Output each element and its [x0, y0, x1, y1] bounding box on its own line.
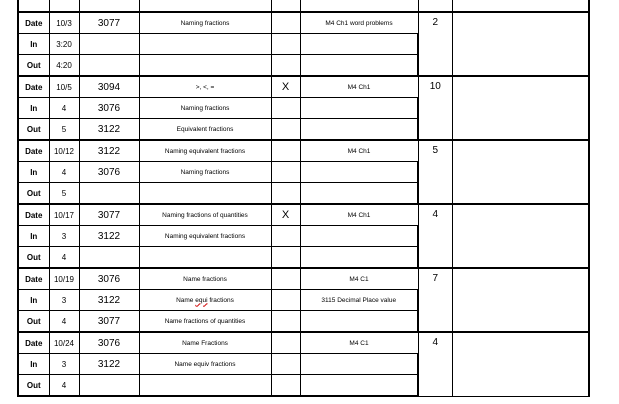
- mark-cell: [271, 332, 300, 354]
- lesson-number: 3122: [79, 290, 139, 311]
- lesson-topic: Naming fractions: [139, 98, 271, 119]
- workbook-cell: 3115 Decimal Place value: [300, 290, 418, 311]
- lesson-number: 3122: [79, 354, 139, 375]
- header-cell: [139, 0, 271, 12]
- workbook-cell: [300, 34, 418, 55]
- lesson-topic: [139, 183, 271, 205]
- date-time-value: 3: [49, 226, 79, 247]
- pages-count: 2: [418, 12, 452, 76]
- misspelled-word: equi: [195, 296, 208, 304]
- pages-count: 10: [418, 76, 452, 140]
- workbook-cell: M4 Ch1: [300, 204, 418, 226]
- comments-cell: [452, 12, 589, 76]
- date-time-value: 5: [49, 183, 79, 205]
- mark-cell: [271, 247, 300, 269]
- comments-cell: [452, 268, 589, 332]
- row-label: Out: [18, 183, 49, 205]
- row-label: Date: [18, 12, 49, 34]
- row-label: Out: [18, 247, 49, 269]
- lesson-topic: Naming equivalent fractions: [139, 226, 271, 247]
- mark-cell: [271, 290, 300, 311]
- lesson-number: 3077: [79, 311, 139, 333]
- row-label: In: [18, 354, 49, 375]
- mark-cell: [271, 226, 300, 247]
- date-time-value: 10/5: [49, 76, 79, 98]
- tutoring-log-sheet: [17, 0, 588, 397]
- date-time-value: 10/12: [49, 140, 79, 162]
- lesson-topic: Name Fractions: [139, 332, 271, 354]
- row-label: Date: [18, 140, 49, 162]
- mark-cell: [271, 140, 300, 162]
- date-time-value: 4:20: [49, 55, 79, 77]
- mark-cell: [271, 354, 300, 375]
- workbook-cell: M4 Ch1 word problems: [300, 12, 418, 34]
- mark-cell: [271, 12, 300, 34]
- row-label: In: [18, 98, 49, 119]
- workbook-cell: M4 C1: [300, 332, 418, 354]
- header-cell: [49, 0, 79, 12]
- workbook-cell: [300, 55, 418, 77]
- lesson-topic: Name equi fractions: [139, 290, 271, 311]
- pages-count: 4: [418, 204, 452, 268]
- date-time-value: 10/17: [49, 204, 79, 226]
- comments-cell: [452, 332, 589, 396]
- session-row-date: [18, 204, 589, 226]
- mark-cell: [271, 375, 300, 397]
- row-label: Date: [18, 76, 49, 98]
- lesson-number: 3076: [79, 332, 139, 354]
- tutoring-log-table: [17, 0, 590, 397]
- session-row-date: [18, 332, 589, 354]
- lesson-topic: Naming fractions: [139, 12, 271, 34]
- lesson-topic: Naming equivalent fractions: [139, 140, 271, 162]
- comments-cell: [452, 204, 589, 268]
- lesson-number: [79, 34, 139, 55]
- row-label: Out: [18, 55, 49, 77]
- workbook-cell: [300, 247, 418, 269]
- lesson-number: [79, 55, 139, 77]
- date-time-value: 4: [49, 375, 79, 397]
- lesson-number: [79, 183, 139, 205]
- workbook-cell: [300, 226, 418, 247]
- header-cell: [452, 0, 589, 12]
- header-cell: [418, 0, 452, 12]
- lesson-topic: Naming fractions of quantities: [139, 204, 271, 226]
- header-cell: [18, 0, 49, 12]
- row-label: Out: [18, 311, 49, 333]
- workbook-cell: [300, 183, 418, 205]
- row-label: In: [18, 34, 49, 55]
- lesson-number: 3076: [79, 268, 139, 290]
- pages-count: 4: [418, 332, 452, 396]
- date-time-value: 10/24: [49, 332, 79, 354]
- workbook-cell: [300, 354, 418, 375]
- header-row: [18, 0, 589, 12]
- workbook-cell: [300, 119, 418, 141]
- date-time-value: 3: [49, 290, 79, 311]
- lesson-topic: >, <, =: [139, 76, 271, 98]
- row-label: In: [18, 162, 49, 183]
- comments-cell: [452, 140, 589, 204]
- mark-cell: [271, 34, 300, 55]
- lesson-topic: Equivalent fractions: [139, 119, 271, 141]
- mark-cell: [271, 268, 300, 290]
- date-time-value: 3: [49, 354, 79, 375]
- date-time-value: 4: [49, 247, 79, 269]
- lesson-number: 3122: [79, 119, 139, 141]
- pages-count: 5: [418, 140, 452, 204]
- workbook-cell: [300, 162, 418, 183]
- workbook-cell: M4 C1: [300, 268, 418, 290]
- lesson-number: 3076: [79, 98, 139, 119]
- date-time-value: 4: [49, 311, 79, 333]
- workbook-cell: M4 Ch1: [300, 76, 418, 98]
- row-label: Out: [18, 375, 49, 397]
- lesson-topic: [139, 247, 271, 269]
- row-label: Date: [18, 268, 49, 290]
- workbook-cell: [300, 311, 418, 333]
- date-time-value: 4: [49, 162, 79, 183]
- header-cell: [79, 0, 139, 12]
- lesson-topic: [139, 55, 271, 77]
- lesson-topic: [139, 375, 271, 397]
- date-time-value: 3:20: [49, 34, 79, 55]
- mark-cell: [271, 183, 300, 205]
- mark-cell: X: [271, 76, 300, 98]
- date-time-value: 10/19: [49, 268, 79, 290]
- lesson-topic: Name fractions: [139, 268, 271, 290]
- workbook-cell: M4 Ch1: [300, 140, 418, 162]
- lesson-number: 3077: [79, 12, 139, 34]
- row-label: Out: [18, 119, 49, 141]
- date-time-value: 5: [49, 119, 79, 141]
- pages-count: 7: [418, 268, 452, 332]
- row-label: In: [18, 290, 49, 311]
- session-row-date: [18, 268, 589, 290]
- header-cell: [300, 0, 418, 12]
- lesson-number: 3122: [79, 226, 139, 247]
- lesson-topic: Naming fractions: [139, 162, 271, 183]
- lesson-number: [79, 247, 139, 269]
- mark-cell: [271, 119, 300, 141]
- comments-cell: [452, 76, 589, 140]
- row-label: In: [18, 226, 49, 247]
- row-label: Date: [18, 204, 49, 226]
- row-label: Date: [18, 332, 49, 354]
- session-row-date: [18, 76, 589, 98]
- workbook-cell: [300, 98, 418, 119]
- lesson-topic: Name equiv fractions: [139, 354, 271, 375]
- session-row-date: [18, 12, 589, 34]
- lesson-number: 3094: [79, 76, 139, 98]
- mark-cell: [271, 311, 300, 333]
- mark-cell: [271, 162, 300, 183]
- lesson-number: 3122: [79, 140, 139, 162]
- session-row-date: [18, 140, 589, 162]
- lesson-topic: Name fractions of quantities: [139, 311, 271, 333]
- lesson-number: 3077: [79, 204, 139, 226]
- mark-cell: X: [271, 204, 300, 226]
- lesson-topic: [139, 34, 271, 55]
- workbook-cell: [300, 375, 418, 397]
- date-time-value: 4: [49, 98, 79, 119]
- header-cell: [271, 0, 300, 12]
- mark-cell: [271, 98, 300, 119]
- mark-cell: [271, 55, 300, 77]
- lesson-number: [79, 375, 139, 397]
- date-time-value: 10/3: [49, 12, 79, 34]
- lesson-number: 3076: [79, 162, 139, 183]
